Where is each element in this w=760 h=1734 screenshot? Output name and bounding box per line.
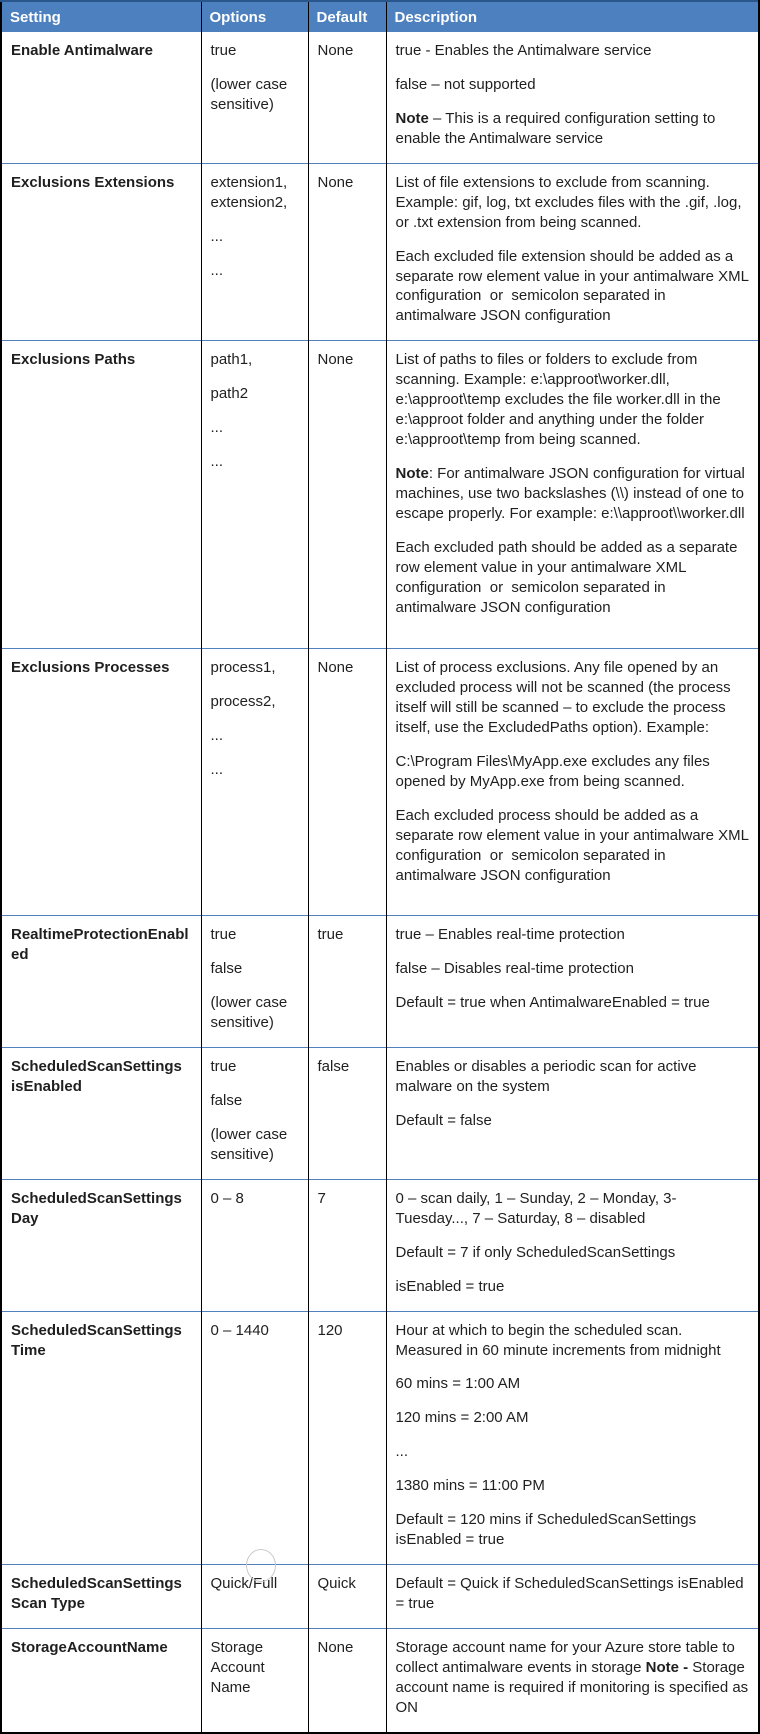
- default-cell: [308, 163, 386, 341]
- description-text: false – Disables real-time protection: [395, 960, 634, 978]
- description-cell: [386, 1628, 759, 1732]
- description-paragraph: [396, 925, 751, 945]
- setting-cell: [1, 163, 201, 341]
- option-value: ...: [210, 453, 224, 471]
- description-paragraph: [396, 1442, 751, 1462]
- option-value: path1,: [210, 351, 253, 369]
- description-text: Storage account name is required if monitoring is specified as ON: [395, 1658, 753, 1716]
- options-cell: [201, 1179, 308, 1311]
- description-paragraph: [396, 1189, 751, 1229]
- option-value: ...: [210, 761, 224, 779]
- default-cell: [308, 1628, 386, 1732]
- default-value: None: [317, 659, 354, 677]
- description-paragraph: [396, 41, 751, 61]
- description-paragraph: [396, 1476, 751, 1496]
- note-label: Note: [395, 465, 429, 482]
- description-text: Each excluded path should be added as a separate row element value in your antimalware XML configuration or semicolon separated in antimalware JSON configuration: [395, 538, 742, 616]
- default-value: false: [317, 1058, 350, 1076]
- option-value: true: [210, 1058, 237, 1076]
- description-text: C:\Program Files\MyApp.exe excludes any files opened by MyApp.exe from being scanned.: [395, 753, 714, 790]
- option-value: Quick/Full: [210, 1575, 278, 1593]
- description-text: – This is a required configuration setting to enable the Antimalware service: [395, 109, 720, 147]
- description-cell: [386, 341, 759, 649]
- default-cell: [308, 1565, 386, 1629]
- description-paragraph: [396, 247, 751, 327]
- options-cell: [201, 1048, 308, 1180]
- default-value: Quick: [317, 1575, 356, 1593]
- default-cell: [308, 1311, 386, 1565]
- description-paragraph: [396, 806, 751, 886]
- default-value: true: [317, 926, 344, 944]
- option-value: 0 – 1440: [210, 1321, 269, 1339]
- col-header-options: Options: [201, 1, 308, 32]
- description-paragraph: [396, 173, 751, 233]
- setting-name: ScheduledScanSettings isEnabled: [11, 1058, 187, 1095]
- description-paragraph: [396, 538, 751, 618]
- description-text: Each excluded process should be added as a separate row element value in your antimalware XML configuration or semicolon separated in antimalware JSON configuration: [395, 806, 753, 884]
- description-paragraph: [396, 1374, 751, 1394]
- default-cell: [308, 916, 386, 1048]
- options-cell: [201, 1628, 308, 1732]
- default-value: 7: [317, 1189, 326, 1207]
- description-cell: [386, 649, 759, 916]
- description-paragraph: [396, 464, 751, 524]
- options-cell: [201, 1311, 308, 1565]
- description-text: Default = Quick if ScheduledScanSettings isEnabled = true: [395, 1575, 748, 1612]
- default-cell: [308, 1048, 386, 1180]
- default-value: None: [317, 351, 354, 369]
- header-row: [1, 1, 759, 32]
- description-cell: [386, 1311, 759, 1565]
- description-paragraph: [396, 1408, 751, 1428]
- description-paragraph: [396, 1243, 751, 1263]
- table-row: [1, 1565, 759, 1629]
- description-text: 0 – scan daily, 1 – Sunday, 2 – Monday, 3- Tuesday..., 7 – Saturday, 8 – disabled: [395, 1189, 681, 1227]
- setting-cell: [1, 1628, 201, 1732]
- description-text: 1380 mins = 11:00 PM: [395, 1477, 545, 1495]
- setting-cell: [1, 1048, 201, 1180]
- options-cell: [201, 341, 308, 649]
- description-cell: [386, 1179, 759, 1311]
- description-text: Each excluded file extension should be added as a separate row element value in your antimalware XML configuration or semicolon separated in antimalware JSON configuration: [395, 247, 753, 325]
- setting-name: StorageAccountName: [11, 1638, 168, 1656]
- description-cell: [386, 916, 759, 1048]
- description-paragraph: [396, 1057, 751, 1097]
- options-cell: [201, 32, 308, 163]
- default-value: None: [317, 42, 354, 59]
- option-value: true: [210, 42, 237, 59]
- description-text: true - Enables the Antimalware service: [395, 42, 652, 59]
- setting-name: RealtimeProtectionEnabled: [11, 926, 189, 964]
- description-paragraph: [396, 1277, 751, 1297]
- description-cell: [386, 1565, 759, 1629]
- options-cell: [201, 1565, 308, 1629]
- description-cell: [386, 163, 759, 341]
- table-row: [1, 916, 759, 1048]
- option-value: ...: [210, 261, 224, 279]
- description-text: Hour at which to begin the scheduled scan. Measured in 60 minute increments from midnight: [395, 1321, 721, 1359]
- table-row: [1, 341, 759, 649]
- default-cell: [308, 341, 386, 649]
- setting-cell: [1, 916, 201, 1048]
- note-label: Note -: [645, 1658, 689, 1676]
- description-text: false – not supported: [395, 75, 536, 93]
- note-label: Note: [395, 109, 429, 127]
- description-text: Enables or disables a periodic scan for active malware on the system: [395, 1058, 701, 1095]
- option-value: extension1, extension2,: [210, 173, 292, 211]
- setting-cell: [1, 649, 201, 916]
- col-header-description: Description: [386, 1, 759, 32]
- col-header-setting: Setting: [1, 1, 201, 32]
- description-paragraph: [396, 752, 751, 792]
- option-value: false: [210, 960, 243, 978]
- description-text: : For antimalware JSON configuration for virtual machines, use two backslashes (\\) instead of one to escape properly. For example: e:\\approot\\worker.dll: [395, 465, 749, 522]
- setting-cell: [1, 341, 201, 649]
- description-text: Default = 120 mins if ScheduledScanSettings isEnabled = true: [395, 1511, 701, 1549]
- description-text: Default = true when AntimalwareEnabled = true: [395, 994, 710, 1012]
- option-value: false: [210, 1092, 243, 1109]
- setting-name: ScheduledScanSettings Scan Type: [11, 1575, 187, 1612]
- setting-cell: [1, 1311, 201, 1565]
- description-cell: [386, 1048, 759, 1180]
- option-value: ...: [210, 227, 224, 245]
- option-value: true: [210, 926, 237, 944]
- setting-name: Exclusions Extensions: [11, 173, 175, 191]
- setting-name: Enable Antimalware: [11, 42, 153, 59]
- description-paragraph: [396, 658, 751, 738]
- default-cell: [308, 649, 386, 916]
- description-paragraph: [396, 350, 751, 450]
- default-value: 120: [317, 1321, 343, 1339]
- default-cell: [308, 1179, 386, 1311]
- setting-name: Exclusions Paths: [11, 351, 136, 369]
- description-text: Default = false: [395, 1111, 492, 1129]
- description-paragraph: [396, 75, 751, 95]
- table-row: [1, 1048, 759, 1180]
- setting-name: ScheduledScanSettings Day: [11, 1189, 187, 1227]
- option-value: path2: [210, 385, 249, 403]
- description-text: Default = 7 if only ScheduledScanSettings: [395, 1243, 676, 1261]
- setting-name: Exclusions Processes: [11, 659, 170, 677]
- description-paragraph: [396, 1321, 751, 1361]
- table-row: [1, 1628, 759, 1732]
- description-paragraph: [396, 109, 751, 149]
- setting-cell: [1, 32, 201, 163]
- description-paragraph: [396, 959, 751, 979]
- option-value: ...: [210, 727, 224, 745]
- description-text: isEnabled = true: [395, 1277, 505, 1295]
- description-text: ...: [395, 1443, 409, 1461]
- option-value: ...: [210, 419, 224, 437]
- option-value: process1,: [210, 659, 276, 677]
- options-cell: [201, 916, 308, 1048]
- table-row: [1, 649, 759, 916]
- description-text: List of paths to files or folders to exclude from scanning. Example: e:\approot\worker.dll, e:\approot\temp excludes the file worker.dll in the e:\approot folder and anything under the folder e:\approot\temp from being scanned.: [395, 351, 725, 449]
- table-row: [1, 1179, 759, 1311]
- setting-name: ScheduledScanSettings Time: [11, 1321, 187, 1359]
- option-value: (lower case sensitive): [210, 1125, 292, 1163]
- description-paragraph: [396, 993, 751, 1013]
- table-row: [1, 32, 759, 163]
- option-value: process2,: [210, 693, 276, 711]
- option-value: 0 – 8: [210, 1189, 244, 1207]
- option-value: (lower case sensitive): [210, 75, 292, 113]
- default-value: None: [317, 1638, 354, 1656]
- description-paragraph: [396, 1111, 751, 1131]
- default-cell: [308, 32, 386, 163]
- option-value: Storage Account Name: [210, 1638, 269, 1696]
- description-text: List of process exclusions. Any file opened by an excluded process will not be scanned (the process itself will still be scanned – to exclude the process itself, use the ExcludedPaths option). Example:: [395, 659, 735, 737]
- table-row: [1, 1311, 759, 1565]
- options-cell: [201, 649, 308, 916]
- setting-cell: [1, 1565, 201, 1629]
- description-paragraph: [396, 1574, 751, 1614]
- setting-cell: [1, 1179, 201, 1311]
- description-paragraph: [396, 1638, 751, 1718]
- col-header-default: Default: [308, 1, 386, 32]
- description-paragraph: [396, 1510, 751, 1550]
- default-value: None: [317, 173, 354, 191]
- description-cell: [386, 32, 759, 163]
- option-value: (lower case sensitive): [210, 994, 292, 1032]
- description-text: 60 mins = 1:00 AM: [395, 1375, 521, 1393]
- description-text: Storage account name for your Azure store table to collect antimalware events in storage: [395, 1638, 740, 1676]
- description-text: List of file extensions to exclude from scanning. Example: gif, log, txt excludes files with the .gif, .log, or .txt extension from being scanned.: [395, 173, 746, 231]
- options-cell: [201, 163, 308, 341]
- description-text: 120 mins = 2:00 AM: [395, 1409, 529, 1427]
- description-text: true – Enables real-time protection: [395, 926, 625, 944]
- table-row: [1, 163, 759, 341]
